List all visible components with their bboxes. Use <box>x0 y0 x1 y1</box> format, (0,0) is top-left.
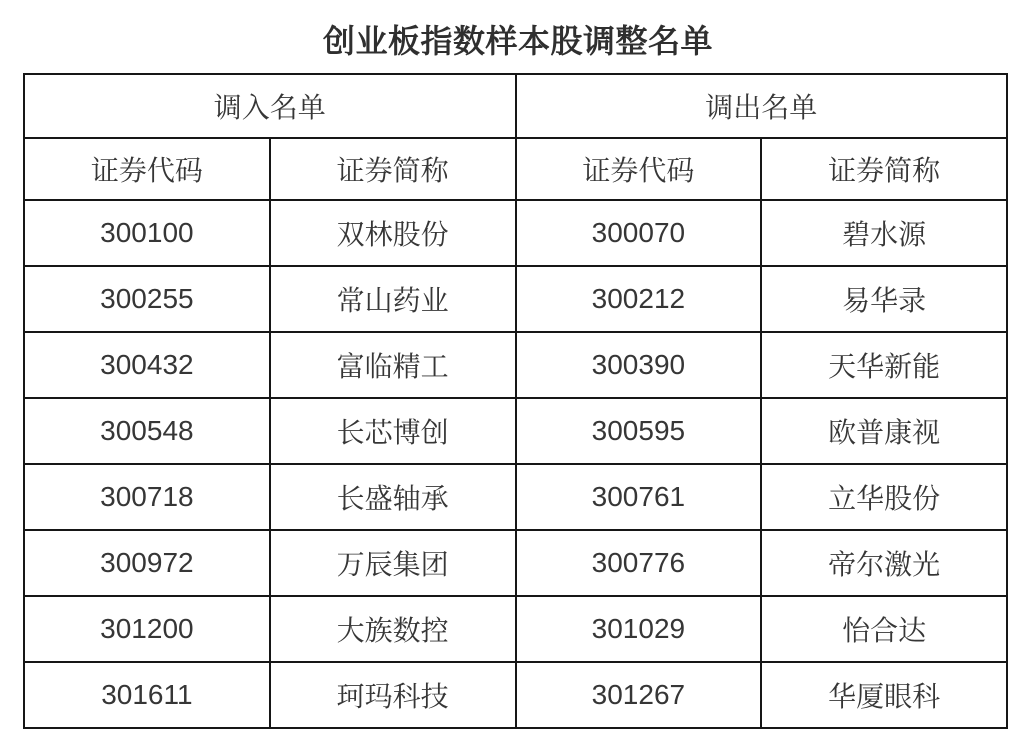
in-name-cell: 大族数控 <box>270 596 516 662</box>
out-name-cell: 帝尔激光 <box>761 530 1007 596</box>
in-name-cell: 万辰集团 <box>270 530 516 596</box>
in-code-cell: 300972 <box>24 530 270 596</box>
adjustment-table <box>23 73 1008 729</box>
group-header-row <box>24 74 1007 138</box>
table-row <box>24 530 1007 596</box>
out-name-cell: 怡合达 <box>761 596 1007 662</box>
column-header-out-code: 证券代码 <box>516 138 762 200</box>
table-row <box>24 662 1007 728</box>
in-code-cell: 300548 <box>24 398 270 464</box>
in-name-cell: 双林股份 <box>270 200 516 266</box>
group-header-out: 调出名单 <box>516 74 1008 138</box>
table-row <box>24 266 1007 332</box>
out-code-cell: 301029 <box>516 596 762 662</box>
in-name-cell: 珂玛科技 <box>270 662 516 728</box>
out-name-cell: 欧普康视 <box>761 398 1007 464</box>
table-row <box>24 200 1007 266</box>
column-header-out-name: 证券简称 <box>761 138 1007 200</box>
page-title: 创业板指数样本股调整名单 <box>322 23 713 59</box>
out-code-cell: 301267 <box>516 662 762 728</box>
out-code-cell: 300776 <box>516 530 762 596</box>
in-name-cell: 常山药业 <box>270 266 516 332</box>
out-name-cell: 碧水源 <box>761 200 1007 266</box>
out-name-cell: 立华股份 <box>761 464 1007 530</box>
out-code-cell: 300595 <box>516 398 762 464</box>
in-code-cell: 300718 <box>24 464 270 530</box>
in-name-cell: 长盛轴承 <box>270 464 516 530</box>
table-row <box>24 398 1007 464</box>
column-header-row <box>24 138 1007 200</box>
out-name-cell: 易华录 <box>761 266 1007 332</box>
in-code-cell: 301200 <box>24 596 270 662</box>
in-code-cell: 301611 <box>24 662 270 728</box>
in-name-cell: 富临精工 <box>270 332 516 398</box>
out-name-cell: 华厦眼科 <box>761 662 1007 728</box>
in-name-cell: 长芯博创 <box>270 398 516 464</box>
column-header-in-code: 证券代码 <box>24 138 270 200</box>
out-code-cell: 300761 <box>516 464 762 530</box>
out-name-cell: 天华新能 <box>761 332 1007 398</box>
column-header-in-name: 证券简称 <box>270 138 516 200</box>
table-row <box>24 596 1007 662</box>
out-code-cell: 300070 <box>516 200 762 266</box>
table-row <box>24 332 1007 398</box>
table-row <box>24 464 1007 530</box>
in-code-cell: 300255 <box>24 266 270 332</box>
out-code-cell: 300212 <box>516 266 762 332</box>
in-code-cell: 300432 <box>24 332 270 398</box>
out-code-cell: 300390 <box>516 332 762 398</box>
group-header-in: 调入名单 <box>24 74 516 138</box>
in-code-cell: 300100 <box>24 200 270 266</box>
